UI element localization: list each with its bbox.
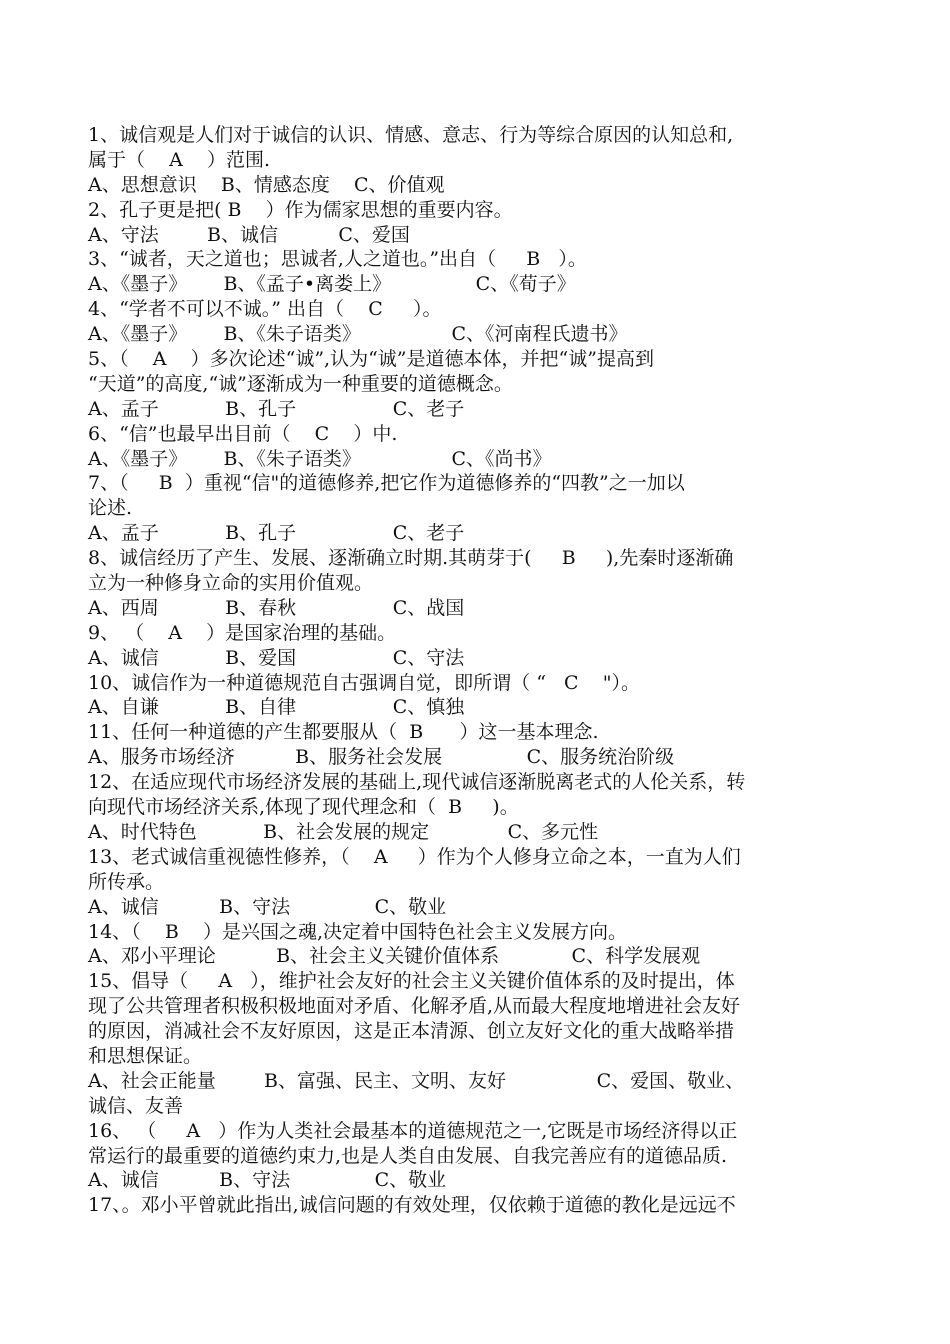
text-line: 14、（ B ）是兴国之魂,决定着中国特色社会主义发展方向。 xyxy=(88,920,627,943)
text-line: A、邓小平理论 B、社会主义关键价值体系 C、科学发展观 xyxy=(88,945,701,968)
text-line: 和思想保证。 xyxy=(88,1044,203,1067)
text-line: “天道”的高度,“诚”逐渐成为一种重要的道德概念。 xyxy=(88,372,513,395)
text-line: A、《墨子》 B、《朱子语类》 C、《尚书》 xyxy=(88,447,552,470)
text-line: 7、（ B ）重视“信"的道德修养,把它作为道德修养的“四教”之一加以 xyxy=(88,472,685,495)
text-line: 17、。邓小平曾就此指出,诚信问题的有效处理，仅依赖于道德的教化是远远不 xyxy=(88,1194,736,1217)
text-line: 所传承。 xyxy=(88,870,165,893)
text-line: A、孟子 B、孔子 C、老子 xyxy=(88,397,465,420)
text-line: 6、“信”也最早出目前（ C ）中. xyxy=(88,422,398,445)
text-line: 常运行的最重要的道德约束力,也是人类自由发展、自我完善应有的道德品质. xyxy=(88,1144,728,1167)
text-line: 立为一种修身立命的实用价值观。 xyxy=(88,572,374,595)
text-line: 3、“诚者，天之道也；思诚者,人之道也。”出自（ B ）。 xyxy=(88,248,587,271)
text-line: 属于（ A ）范围. xyxy=(88,148,271,171)
text-line: 8、诚信经历了产生、发展、逐渐确立时期.其萌芽于( B ),先秦时逐渐确 xyxy=(88,547,734,570)
text-line: 1、诚信观是人们对于诚信的认识、情感、意志、行为等综合原因的认知总和, xyxy=(88,124,734,146)
text-line: A、守法 B、诚信 C、爱国 xyxy=(88,223,410,246)
text-line: 11、任何一种道德的产生都要服从（ B ）这一基本理念. xyxy=(88,721,599,744)
text-line: 12、在适应现代市场经济发展的基础上,现代诚信逐渐脱离老式的人伦关系，转 xyxy=(88,771,746,794)
text-line: A、思想意识 B、情感态度 C、价值观 xyxy=(88,173,445,196)
text-line: A、自谦 B、自律 C、慎独 xyxy=(88,696,465,719)
text-line: 5、（ A ）多次论述“诚”,认为“诚”是道德本体，并把“诚”提高到 xyxy=(88,348,654,371)
text-line: A、诚信 B、守法 C、敬业 xyxy=(88,1169,447,1192)
text-line: A、服务市场经济 B、服务社会发展 C、服务统治阶级 xyxy=(88,746,675,769)
document-body xyxy=(88,123,868,1218)
text-line: 论述. xyxy=(88,497,133,520)
text-line: 4、“学者不可以不诚。” 出自（ C ）。 xyxy=(88,298,442,321)
text-line: 诚信、友善 xyxy=(88,1094,184,1117)
text-line: 16、 （ A ）作为人类社会最基本的道德规范之一,它既是市场经济得以正 xyxy=(88,1119,738,1142)
text-line: A、西周 B、春秋 C、战国 xyxy=(88,596,465,619)
text-line: 向现代市场经济关系,体现了现代理念和（ B )。 xyxy=(88,796,519,819)
text-line: A、诚信 B、守法 C、敬业 xyxy=(88,895,447,918)
text-line: 现了公共管理者积极积极地面对矛盾、化解矛盾,从而最大程度地增进社会友好 xyxy=(88,995,741,1018)
text-line: A、《墨子》 B、《孟子•离娄上》 C、《荀子》 xyxy=(88,273,576,296)
text-line: 15、倡导（ A ），维护社会友好的社会主义关键价值体系的及时提出，体 xyxy=(88,970,735,993)
text-line: A、《墨子》 B、《朱子语类》 C、《河南程氏遗书》 xyxy=(88,323,628,346)
text-line: 的原因，消减社会不友好原因，这是正本清源、创立友好文化的重大战略举措 xyxy=(88,1020,735,1043)
text-line: 13、老式诚信重视德性修养，（ A ）作为个人修身立命之本，一直为人们 xyxy=(88,845,741,868)
text-line: A、孟子 B、孔子 C、老子 xyxy=(88,522,465,545)
text-line: 10、诚信作为一种道德规范自古强调自觉，即所谓（ “ C "）。 xyxy=(88,671,640,694)
text-line: A、时代特色 B、社会发展的规定 C、多元性 xyxy=(88,820,599,843)
text-line: A、诚信 B、爱国 C、守法 xyxy=(88,646,465,669)
text-line: 2、孔子更是把( B ）作为儒家思想的重要内容。 xyxy=(88,198,513,221)
text-line: 9、 （ A ）是国家治理的基础。 xyxy=(88,621,397,644)
text-line: A、社会正能量 B、富强、民主、文明、友好 C、爱国、敬业、 xyxy=(88,1069,745,1092)
